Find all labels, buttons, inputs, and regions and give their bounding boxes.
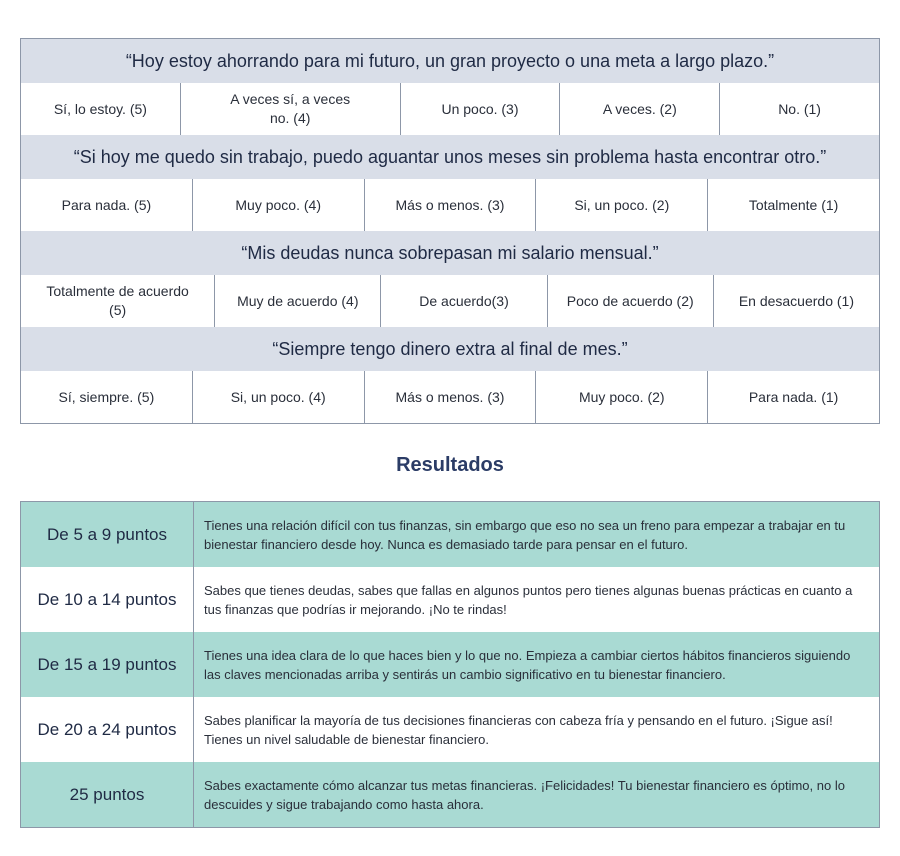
answer-option: Más o menos. (3) (364, 179, 536, 231)
answer-option: Sí, siempre. (5) (58, 388, 155, 405)
result-range: De 5 a 9 puntos (21, 502, 194, 567)
question-row (21, 327, 879, 371)
result-description: Tienes una idea clara de lo que haces bien y lo que no. Empieza a cambiar ciertos hábitos financieros siguiendo las claves mencionadas arriba y sentirás un cambio significativo en tu bienestar financiero. (204, 647, 851, 682)
question-row (21, 231, 879, 275)
answer-option: Para nada. (1) (707, 371, 879, 423)
question-row (21, 39, 879, 83)
result-description: Sabes que tienes deudas, sabes que fallas en algunos puntos pero tienes algunas buenas prácticas en cuanto a tus finanzas que podrías ir mejorando. ¡No te rindas! (204, 582, 853, 617)
answer-option: Muy poco. (2) (535, 371, 707, 423)
result-row (21, 762, 879, 827)
question-text: “Hoy estoy ahorrando para mi futuro, un gran proyecto o una meta a largo plazo.” (125, 50, 775, 71)
answer-row (21, 275, 879, 327)
answer-option: Totalmente de acuerdo (5) (46, 283, 189, 318)
result-description: Sabes planificar la mayoría de tus decisiones financieras con cabeza fría y pensando en el futuro. ¡Sigue así! Tienes un nivel saludable de bienestar financiero. (204, 712, 833, 747)
answer-row (21, 371, 879, 423)
answer-option: A veces. (2) (559, 83, 719, 135)
answer-option: Más o menos. (3) (364, 371, 536, 423)
answer-option: Poco de acuerdo (2) (547, 275, 713, 327)
answer-option: Muy poco. (4) (192, 179, 364, 231)
answer-option: Totalmente (1) (707, 179, 879, 231)
answer-row (21, 179, 879, 231)
result-description: Tienes una relación difícil con tus finanzas, sin embargo que eso no sea un freno para empezar a trabajar en tu bienestar financiero desde hoy. Nunca es demasiado tarde para pensar en el futuro. (204, 517, 846, 552)
questionnaire-table (20, 38, 880, 424)
result-row (21, 697, 879, 762)
answer-option: Si, un poco. (4) (192, 371, 364, 423)
results-heading: Resultados (396, 454, 504, 476)
result-range: De 10 a 14 puntos (21, 567, 194, 632)
result-range: De 15 a 19 puntos (21, 632, 194, 697)
answer-option: Un poco. (3) (400, 83, 560, 135)
answer-option: Para nada. (5) (61, 196, 152, 213)
answer-option: Si, un poco. (2) (535, 179, 707, 231)
result-row (21, 567, 879, 632)
question-text: “Siempre tengo dinero extra al final de mes.” (272, 338, 628, 359)
result-description: Sabes exactamente cómo alcanzar tus metas financieras. ¡Felicidades! Tu bienestar financiero es óptimo, no lo descuides y sigue trabajando como hasta ahora. (204, 777, 845, 812)
result-range: 25 puntos (21, 762, 194, 827)
answer-option: En desacuerdo (1) (713, 275, 879, 327)
answer-row (21, 83, 879, 135)
question-text: “Mis deudas nunca sobrepasan mi salario mensual.” (241, 242, 659, 263)
question-text: “Si hoy me quedo sin trabajo, puedo aguantar unos meses sin problema hasta encontrar otro.” (73, 146, 827, 167)
result-range: De 20 a 24 puntos (21, 697, 194, 762)
answer-option: Sí, lo estoy. (5) (53, 100, 147, 117)
answer-option: Muy de acuerdo (4) (214, 275, 380, 327)
result-row (21, 502, 879, 567)
answer-option: De acuerdo(3) (380, 275, 546, 327)
question-row (21, 135, 879, 179)
results-table (20, 501, 880, 828)
answer-option: A veces sí, a veces no. (4) (180, 83, 400, 135)
answer-option: No. (1) (719, 83, 879, 135)
result-row (21, 632, 879, 697)
